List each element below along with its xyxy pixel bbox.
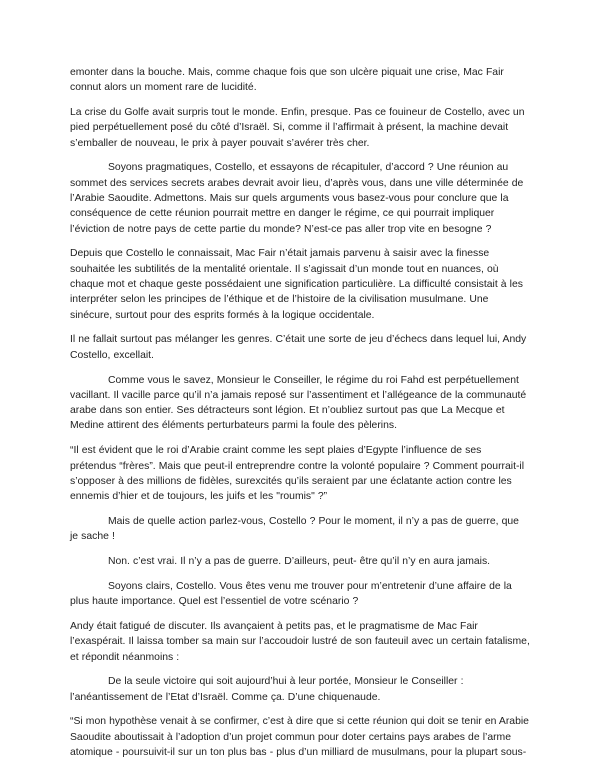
paragraph-4: Depuis que Costello le connaissait, Mac Fair n’était jamais parvenu à saisir avec la finesse souhaitée les subtilités de la mentalité orientale. Il s’agissait d’un monde tout en nuances, où chaque mot et chaque geste possédaient une signification particulière. La difficulté consistait à les interpréter selon les principes de l’éthique et de l’histoire de la civilisation musulmane. Une sinécure, surtout pour des esprits formés à la logique occidentale. xyxy=(70,248,523,321)
paragraph-1: emonter dans la bouche. Mais, comme chaque fois que son ulcère piquait une crise, Mac Fair connut alors un moment rare de lucidité. xyxy=(70,67,504,94)
paragraph-8: Mais de quelle action parlez-vous, Costello ? Pour le moment, il n’y a pas de guerre, que je sache ! xyxy=(70,515,519,543)
paragraph-5: Il ne fallait surtout pas mélanger les genres. C’était une sorte de jeu d’échecs dans lequel lui, Andy Costello, excellait. xyxy=(70,334,527,361)
paragraph-13: “Si mon hypothèse venait à se confirmer, c’est à dire que si cette réunion qui doit se tenir en Arabie Saoudite aboutissait à l’adoption d’un projet commun pour doter certains pays arabes de l’arme atomique - poursuivit-il sur un ton plus bas - plus d’un milliard de musulmans, pour la plupart sous- xyxy=(70,716,529,758)
paragraph-3: Soyons pragmatiques, Costello, et essayons de récapituler, d’accord ? Une réunion au sommet des services secrets arabes devrait avoir lieu, d’après vous, dans une ville déterminée de l’Arabie Saoudite. Admettons. Mais sur quels arguments vous basez-vous pour conclure que la conséquence de cette réunion pourrait mettre en danger le régime, ce qui pourrait impliquer l’éviction de notre pays de cette partie du monde? N’est-ce pas aller trop vite en besogne ? xyxy=(70,162,524,235)
paragraph-6: Comme vous le savez, Monsieur le Conseiller, le régime du roi Fahd est perpétuellement vacillant. Il vacille parce qu’il n’a jamais reposé sur l’assentiment et l’allégeance de la communauté arabe dans son entier. Ses détracteurs sont légion. Et n’oubliez surtout pas que La Mecque et Medine attirent des éléments perturbateurs parmi la foule des pèlerins. xyxy=(70,374,527,432)
paragraph-12: De la seule victoire qui soit aujourd’hui à leur portée, Monsieur le Conseiller : l’anéantissement de l’Etat d’Israël. Comme ça. D’une chiquenaude. xyxy=(70,676,464,703)
paragraph-2: La crise du Golfe avait surpris tout le monde. Enfin, presque. Pas ce fouineur de Costello, avec un pied perpétuellement posé du côté d’Israël. Si, comme il l’affirmait à présent, la machine devait s’emballer de nouveau, le prix à payer pouvait s’avérer très cher. xyxy=(70,107,525,149)
paragraph-7: “Il est évident que le roi d’Arabie craint comme les sept plaies d’Egypte l’influence de ses prétendus “frères”. Mais que peut-il entreprendre contre la volonté populaire ? Comment pourrait-il s’opposer à des millions de fidèles, surexcités qu’ils seraient par une éclatante action contre les ennemis d’hier et de toujours, les juifs et les "roumis" ?” xyxy=(70,445,525,503)
paragraph-9: Non. c’est vrai. Il n’y a pas de guerre. D’ailleurs, peut- être qu’il n’y en aura jamais. xyxy=(108,556,491,568)
paragraph-11: Andy était fatigué de discuter. Ils avançaient à petits pas, et le pragmatisme de Mac Fair l’exaspérait. Il laissa tomber sa main sur l’accoudoir lustré de son fauteuil avec un certain fatalisme, et répondit néanmoins : xyxy=(70,620,530,663)
paragraph-10: Soyons clairs, Costello. Vous êtes venu me trouver pour m’entretenir d’une affaire de la plus haute importance. Quel est l’essentiel de votre scénario ? xyxy=(70,580,512,608)
